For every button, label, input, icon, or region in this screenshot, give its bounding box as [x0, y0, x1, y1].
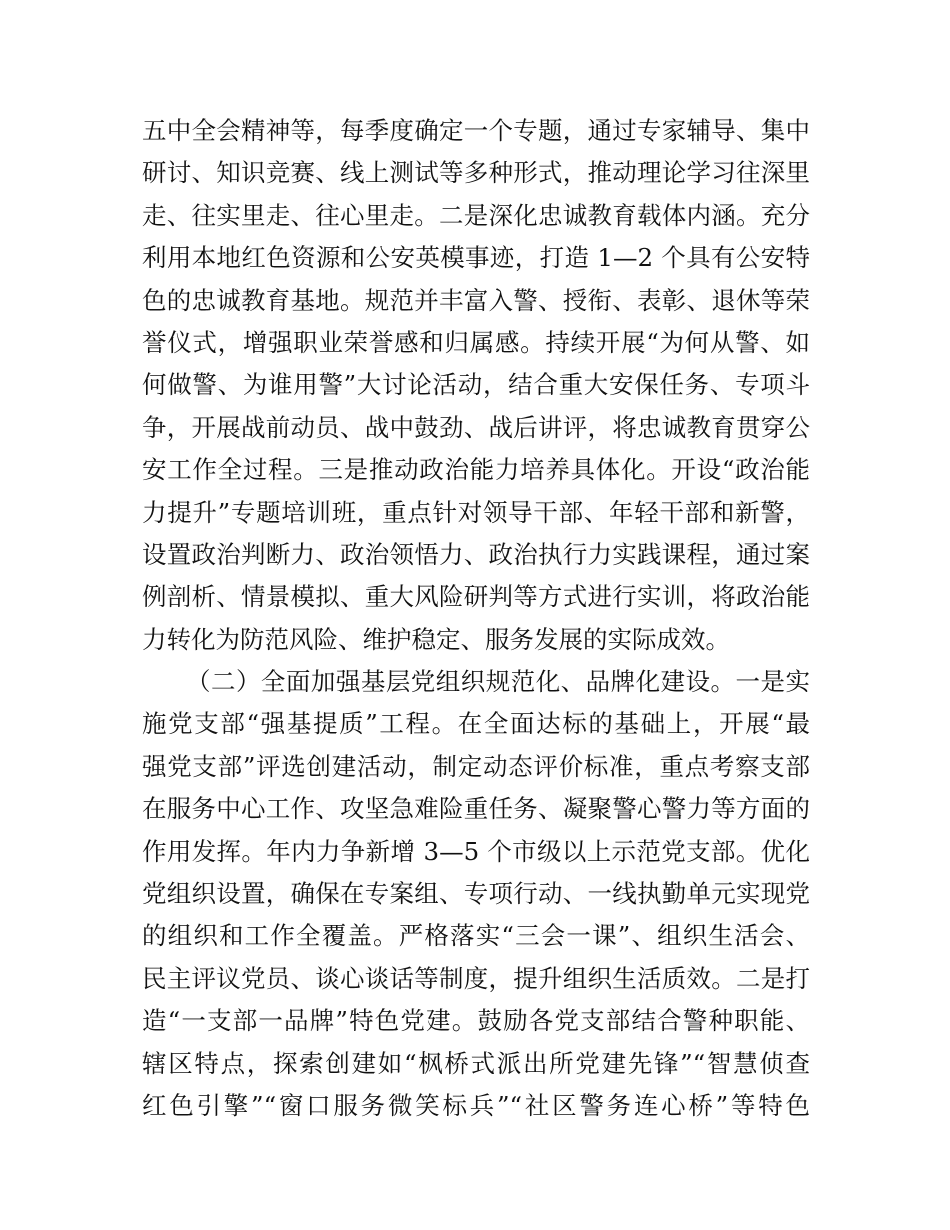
text-line: 力转化为防范风险、维护稳定、服务发展的实际成效。: [142, 624, 730, 654]
text-line: 民主评议党员、谈心谈话等制度，提升组织生活质效。二是打: [142, 963, 810, 993]
text-line: 例剖析、情景模拟、重大风险研判等方式进行实训，将政治能: [142, 582, 810, 612]
text-line: （二）全面加强基层党组织规范化、品牌化建设。一是实: [186, 667, 810, 697]
text-line: 辖区特点，探索创建如“枫桥式派出所党建先锋”“智慧侦查: [142, 1048, 810, 1078]
text-line: 强党支部”评选创建活动，制定动态评价标准，重点考察支部: [142, 751, 810, 781]
text-line: 安工作全过程。三是推动政治能力培养具体化。开设“政治能: [142, 455, 810, 485]
document-body: [142, 110, 810, 1127]
text-line: 争，开展战前动员、战中鼓劲、战后讲评，将忠诚教育贯穿公: [142, 412, 810, 442]
text-line: 党组织设置，确保在专案组、专项行动、一线执勤单元实现党: [142, 879, 810, 909]
text-line: 色的忠诚教育基地。规范并丰富入警、授衔、表彰、退休等荣: [142, 285, 810, 315]
paragraph-political-education: [142, 110, 810, 661]
text-line: 力提升”专题培训班，重点针对领导干部、年轻干部和新警，: [142, 497, 810, 527]
text-line: 何做警、为谁用警”大讨论活动，结合重大安保任务、专项斗: [142, 370, 810, 400]
text-line: 利用本地红色资源和公安英模事迹，打造 1—2 个具有公安特: [142, 243, 810, 273]
text-line: 造“一支部一品牌”特色党建。鼓励各党支部结合警种职能、: [142, 1006, 810, 1036]
text-line: 设置政治判断力、政治领悟力、政治执行力实践课程，通过案: [142, 539, 810, 569]
text-line: 在服务中心工作、攻坚急难险重任务、凝聚警心警力等方面的: [142, 794, 810, 824]
text-line: 五中全会精神等，每季度确定一个专题，通过专家辅导、集中: [142, 116, 810, 145]
text-line: 施党支部“强基提质”工程。在全面达标的基础上，开展“最: [142, 709, 810, 739]
text-line: 作用发挥。年内力争新增 3—5 个市级以上示范党支部。优化: [142, 836, 810, 866]
text-line: 走、往实里走、往心里走。二是深化忠诚教育载体内涵。充分: [142, 200, 810, 230]
text-line: 的组织和工作全覆盖。严格落实“三会一课”、组织生活会、: [142, 921, 810, 951]
text-line: 研讨、知识竞赛、线上测试等多种形式，推动理论学习往深里: [142, 158, 810, 188]
text-line: 誉仪式，增强职业荣誉感和归属感。持续开展“为何从警、如: [142, 327, 810, 357]
text-line: 红色引擎”“窗口服务微笑标兵”“社区警务连心桥”等特色: [142, 1090, 810, 1120]
paragraph-party-organization: [142, 661, 810, 1127]
